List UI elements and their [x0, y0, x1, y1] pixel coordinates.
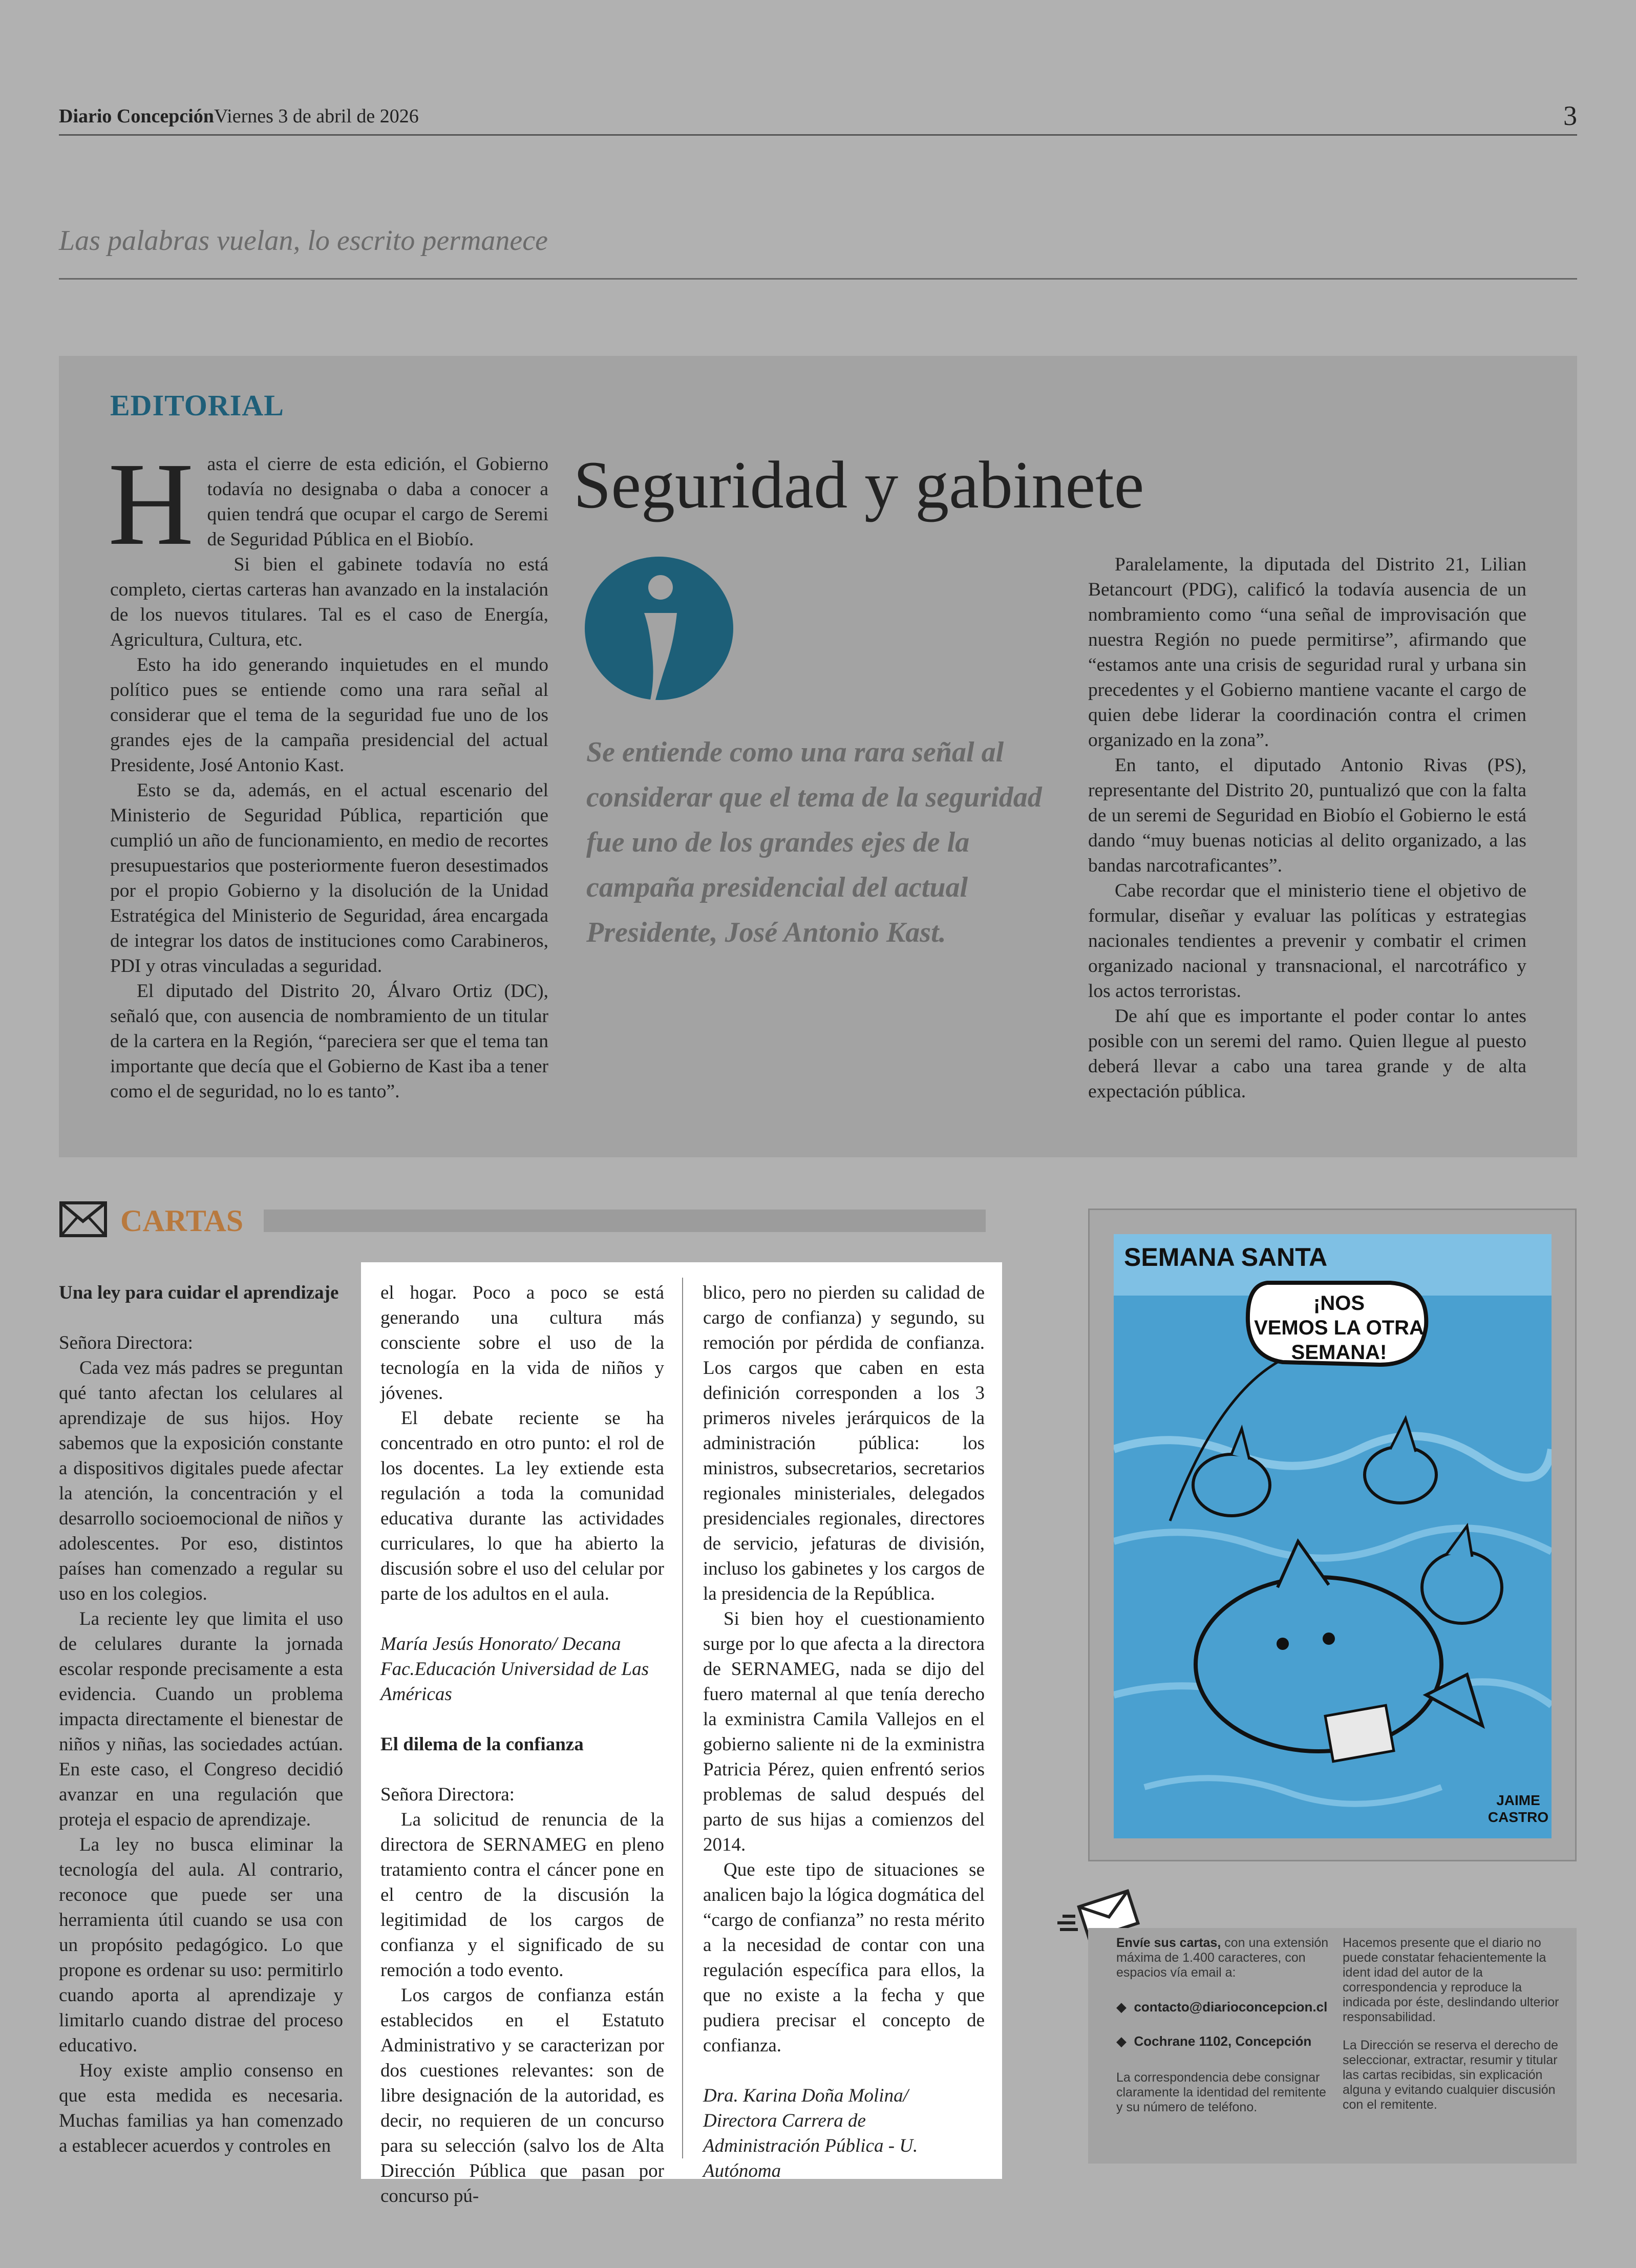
editorial-paragraph: Si bien el gabinete todavía no está completo, ciertas carteras han avanzado en la instalación de los nuevos titulares. Tal es el caso de Energía, Agricultura, Cultura, etc.: [110, 554, 548, 650]
editorial-headline: Seguridad y gabinete: [573, 447, 1144, 522]
info-send-label: Envíe sus cartas,: [1116, 1936, 1221, 1950]
motto-rule: [59, 278, 1577, 280]
drop-cap: H: [108, 438, 194, 570]
letter-paragraph: blico, pero no pierden su calidad de cargo de confianza) y segundo, su remoción por pérdida de confianza. Los cargos que caben en esta definición corresponden a los 3 primeros niveles jerárquicos de la administración pública: los ministros, subsecretarios, secretarios regionales ministeriales, delegados presidenciales regionales, directores de servicio, jefaturas de división, incluso los gabinetes y los cargos de la presidencia de la República.: [703, 1282, 985, 1604]
letter-paragraph: El debate reciente se ha concentrado en otro punto: el rol de los docentes. La ley extiende esta regulación a toda la comunidad educativa durante las actividades curriculares, lo que ha abierto la discusión sobre el uso del celular por parte de los adultos en el aula.: [380, 1408, 664, 1604]
editorial-pullquote: Se entiende como una rara señal al considerar que el tema de la seguridad fue uno de los grandes ejes de la campaña presidencial del actual Presidente, José Antonio Kast.: [586, 736, 1042, 948]
section-motto: Las palabras vuelan, lo escrito permanece: [59, 225, 548, 257]
letter-salutation: Señora Directora:: [59, 1332, 193, 1353]
page-number: 3: [1563, 100, 1577, 131]
letters-column-1: [59, 1280, 343, 2158]
letter-paragraph: La ley no busca eliminar la tecnología del aula. Al contrario, reconoce que puede ser una herramienta útil cuando se usa con un propósito pedagógico. Lo que propone es ordenar su uso: permitirlo cuando aporta al aprendizaje y limitarlo cuando distrae del proceso educativo.: [59, 1834, 343, 2056]
cartoon-artist-signature: CASTRO: [1488, 1809, 1549, 1825]
cartoon-bubble-line: SEMANA!: [1291, 1341, 1387, 1364]
editorial-paragraph: En tanto, el diputado Antonio Rivas (PS), representante del Distrito 20, puntualizó que con la falta de un seremi de Seguridad en Biobío el Gobierno le está dando “muy buenas noticias al delito organizado, a las bandas narcotraficantes”.: [1088, 755, 1526, 876]
editorial-label: EDITORIAL: [110, 389, 284, 422]
letter-paragraph: La solicitud de renuncia de la directora de SERNAMEG en pleno tratamiento contra el cáncer pone en el centro de la discusión la legitimidad de los cargos de confianza y el significado de su remoción a todo evento.: [380, 1809, 664, 1981]
column-rule: [682, 1278, 683, 2158]
letter-signature: María Jesús Honorato/ Decana Fac.Educación Universidad de Las Américas: [380, 1634, 649, 1705]
editorial-paragraph: Cabe recordar que el ministerio tiene el objetivo de formular, diseñar y evaluar las políticas y estrategias nacionales tendientes a prevenir y combatir el crimen organizado nacional y transnacional, el narcotráfico y los actos terroristas.: [1088, 880, 1526, 1002]
info-rights: La Dirección se reserva el derecho de seleccionar, extractar, resumir y titular las cartas recibidas, sin explicación alguna y evitando cualquier discusión con el remitente.: [1343, 2038, 1559, 2112]
bullet-diamond-icon: ◆: [1116, 1999, 1127, 2015]
letter-paragraph: Los cargos de confianza están establecidos en el Estatuto Administrativo y se caracterizan por dos cuestiones relevantes: son de libre designación de la autoridad, es decir, no requieren de un concurso para su selección (salvo los de Alta Dirección Pública que pasan por concurso pú-: [380, 1985, 664, 2207]
letter-paragraph: Hoy existe amplio consenso en que esta medida es necesaria. Muchas familias ya han comenzado a establecer acuerdos y controles en: [59, 2060, 343, 2156]
info-send-text: con una extensión máxima de 1.400 caracteres, con espacios vía email a:: [1116, 1936, 1329, 1980]
info-right-column: [1343, 1936, 1563, 2112]
editorial-paragraph: De ahí que es importante el poder contar lo antes posible con un seremi del ramo. Quien llegue al puesto deberá llevar a cabo una tarea grande y de alta expectación pública.: [1088, 1006, 1526, 1102]
cartas-bar: [264, 1210, 986, 1232]
contact-address: Cochrane 1102, Concepción: [1134, 2033, 1312, 2049]
letter-signature: Dra. Karina Doña Molina/ Directora Carrera de Administración Pública - U. Autónoma: [703, 2085, 918, 2181]
cartoon-bubble-line: VEMOS LA OTRA: [1254, 1317, 1424, 1339]
letter-paragraph: Si bien hoy el cuestionamiento surge por lo que afecta a la directora de SERNAMEG, nada se dijo del fuero maternal al que tenía derecho la exministra Camila Vallejos en el gobierno saliente ni de la exministra Patricia Pérez, quien enfrentó serios problemas de salud después del parto de sus hijas a comienzos del 2014.: [703, 1608, 985, 1855]
header-rule: [59, 134, 1577, 136]
cartoon-bubble-line: ¡NOS: [1313, 1292, 1365, 1315]
contact-email[interactable]: contacto@diarioconcepcion.cl: [1134, 1999, 1328, 2015]
info-icon: [584, 556, 735, 702]
letters-column-3: [703, 1280, 985, 2184]
letter-paragraph: Que este tipo de situaciones se analicen bajo la lógica dogmática del “cargo de confianza” no resta mérito a la necesidad de contar con una regulación específica para ellos, la que no existe a la fecha y que pudiera precisar el concepto de confianza.: [703, 1859, 985, 2056]
cartas-label: CARTAS: [120, 1204, 244, 1238]
letter-paragraph: Cada vez más padres se preguntan qué tanto afectan los celulares al aprendizaje de sus hijos. Hoy sabemos que la exposición constante a dispositivos digitales puede afectar la atención, la concentración y el desarrollo socioemocional de niños y adolescentes. Por eso, distintos países han comenzado a regular su uso en los colegios.: [59, 1358, 343, 1604]
info-disclaimer: Hacemos presente que el diario no puede constatar fehacientemente la ident idad del autor de la correspondencia y reproduce la indicada por éste, deslindando ulterior responsabilidad.: [1343, 1936, 1559, 2024]
editorial-column-1: [108, 438, 548, 1104]
letter-title: El dilema de la confianza: [380, 1734, 584, 1755]
editorial-paragraph: Esto ha ido generando inquietudes en el mundo político pues se entiende como una rara señal al considerar que el tema de la seguridad fue uno de los grandes ejes de la campaña presidencial del actual Presidente, José Antonio Kast.: [110, 654, 548, 776]
cartoon-heading: SEMANA SANTA: [1124, 1243, 1328, 1271]
cartoon-artist-signature: JAIME: [1496, 1792, 1540, 1808]
editorial-column-3: [1088, 552, 1526, 1104]
letter-salutation: Señora Directora:: [380, 1784, 515, 1805]
editorial-paragraph: Paralelamente, la diputada del Distrito 21, Lilian Betancourt (PDG), calificó la todavía ausencia de un nombramiento como “una señal de improvisación que nuestra Región no puede permitirse”, afirmando que “estamos ante una crisis de seguridad rural y urbana sin precedentes y el Gobierno mantiene vacante el cargo de quien debe liderar la coordinación contra el crimen organizado en la zona”.: [1088, 554, 1526, 751]
editorial-paragraph: El diputado del Distrito 20, Álvaro Ortiz (DC), señaló que, con ausencia de nombramiento de un titular de la cartera en la Región, “pareciera ser que el tema tan importante que decía que el Gobierno de Kast iba a tener como el de seguridad, no lo es tanto”.: [110, 981, 548, 1102]
editorial-paragraph: Hasta el cierre de esta edición, el Gobierno todavía no designaba o daba a conocer a quien tendrá que ocupar el cargo de Seremi de Seguridad Pública en el Biobío.: [108, 438, 548, 570]
letter-paragraph: La reciente ley que limita el uso de celulares durante la jornada escolar responde precisamente a esta evidencia. Cuando un problema impacta directamente el bienestar de niños y niñas, las sociedades actúan. En este caso, el Congreso decidió avanzar en una regulación que proteja el espacio de aprendizaje.: [59, 1608, 343, 1830]
bullet-diamond-icon: ◆: [1116, 2033, 1127, 2049]
mail-icon: [59, 1201, 108, 1238]
cartoon-illustration: [1114, 1234, 1552, 1838]
newspaper-name: Diario Concepción: [59, 105, 214, 127]
letters-column-2: [380, 1280, 664, 2209]
issue-date: Viernes 3 de abril de 2026: [214, 105, 419, 127]
editorial-paragraph: Esto se da, además, en el actual escenario del Ministerio de Seguridad Pública, repartición que cumplió un año de funcionamiento, en medio de recortes presupuestarios que posteriormente fueron desestimados por el propio Gobierno y la disolución de la Unidad Estratégica del Ministerio de Seguridad, área encargada de integrar los datos de instituciones como Carabineros, PDI y otras vinculadas a seguridad.: [110, 780, 548, 977]
letter-title: Una ley para cuidar el aprendizaje: [59, 1282, 339, 1303]
info-left-column: [1116, 1936, 1331, 2115]
letter-paragraph: el hogar. Poco a poco se está generando una cultura más consciente sobre el uso de la tecnología en la vida de niños y jóvenes.: [380, 1282, 664, 1404]
info-note: La correspondencia debe consignar claramente la identidad del remitente y su número de teléfono.: [1116, 2070, 1326, 2114]
